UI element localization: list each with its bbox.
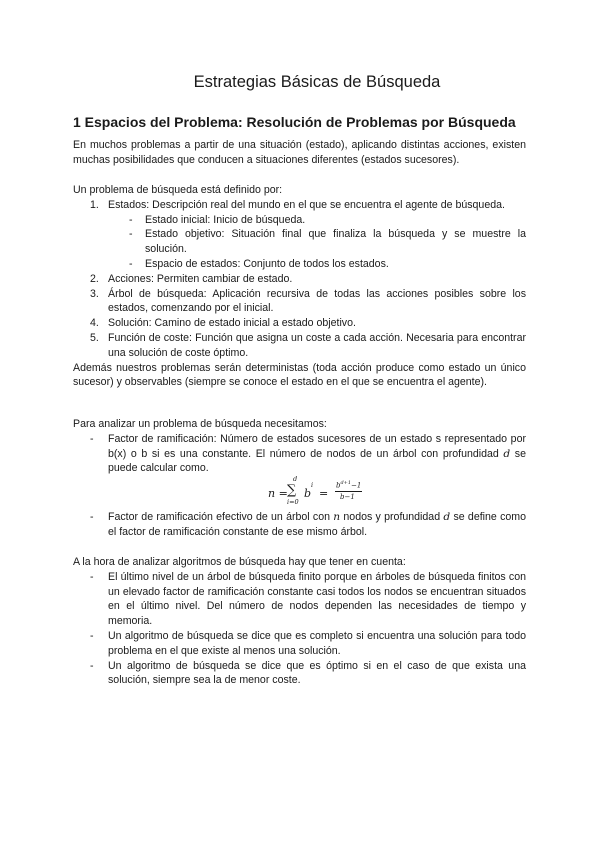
definition-list [73,198,526,361]
analysis-list [73,432,526,476]
additional-paragraph: Además nuestros problemas serán deterministas (toda acción produce como estado un único sucesor) y observables (siempre se conoce el estado en el que se encuentra el agente). [73,361,526,389]
section-heading: 1 Espacios del Problema: Resolución de Problemas por Búsqueda [73,114,516,130]
effective-block [73,510,526,540]
list-item: 4. Solución: Camino de estado inicial a estado objetivo. [90,317,356,330]
intro-text: En muchos problemas a partir de una situación (estado), aplicando distintas acciones, existen muchas posibilidades que conducen a situaciones diferentes (estados sucesores). [73,139,526,166]
list-item: - Factor de ramificación efectivo de un árbol con n nodos y profundidad d se define como el factor de ramificación constante de ese mismo árbol. [90,511,526,538]
intro-paragraph [73,138,526,168]
algorithms-block [73,555,526,688]
sub-list-item: - Estado inicial: Inicio de búsqueda. [129,213,306,226]
list-item: 1. Estados: Descripción real del mundo en el que se encuentra el agente de búsqueda. [90,198,505,211]
list-item: 3. Árbol de búsqueda: Aplicación recursiva de todas las acciones posibles sobre los estados, comenzando por el inicial. [90,287,526,315]
document-title: Estrategias Básicas de Búsqueda [193,73,441,91]
list-item: - Factor de ramificación: Número de estados sucesores de un estado s representado por b(x) o b si es una constante. El número de nodos de un árbol con profundidad d se puede calcular como. [90,432,526,475]
definition-lead: Un problema de búsqueda está definido por: [73,184,283,196]
list-item: 5. Función de coste: Función que asigna un coste a cada acción. Necesaria para encontrar una solución de coste óptimo. [90,331,526,359]
list-item: - Un algoritmo de búsqueda se dice que es óptimo si en el caso de que exista una solución, siempre sea la de menor coste. [90,659,526,687]
analysis-lead: Para analizar un problema de búsqueda necesitamos: [73,418,327,430]
list-item: - El último nivel de un árbol de búsqueda finito porque en árboles de búsqueda finitos con un elevado factor de ramificación constante casi todos los nodos se encuentran situados en el último nivel. Del número de nodos dependen las necesidades de tiempo y memoria. [90,570,526,628]
sub-list-item: - Espacio de estados: Conjunto de todos los estados. [129,257,389,270]
analysis-block [73,417,526,476]
list-item: 2. Acciones: Permiten cambiar de estado. [90,272,293,285]
algorithms-list [73,570,526,688]
definition-block [73,183,526,390]
sub-list-item: - Estado objetivo: Situación final que finaliza la búsqueda y se muestre la solución. [129,228,526,256]
branching-formula: n = d ∑ i=0 b i = $b^{d+1}-1$ b−1 [268,475,362,506]
fraction-bar [335,491,362,492]
algorithms-lead: A la hora de analizar algoritmos de búsqueda hay que tener en cuenta: [73,556,406,568]
list-item: - Un algoritmo de búsqueda se dice que es completo si encuentra una solución para todo problema en el que existe al menos una solución. [90,629,526,657]
